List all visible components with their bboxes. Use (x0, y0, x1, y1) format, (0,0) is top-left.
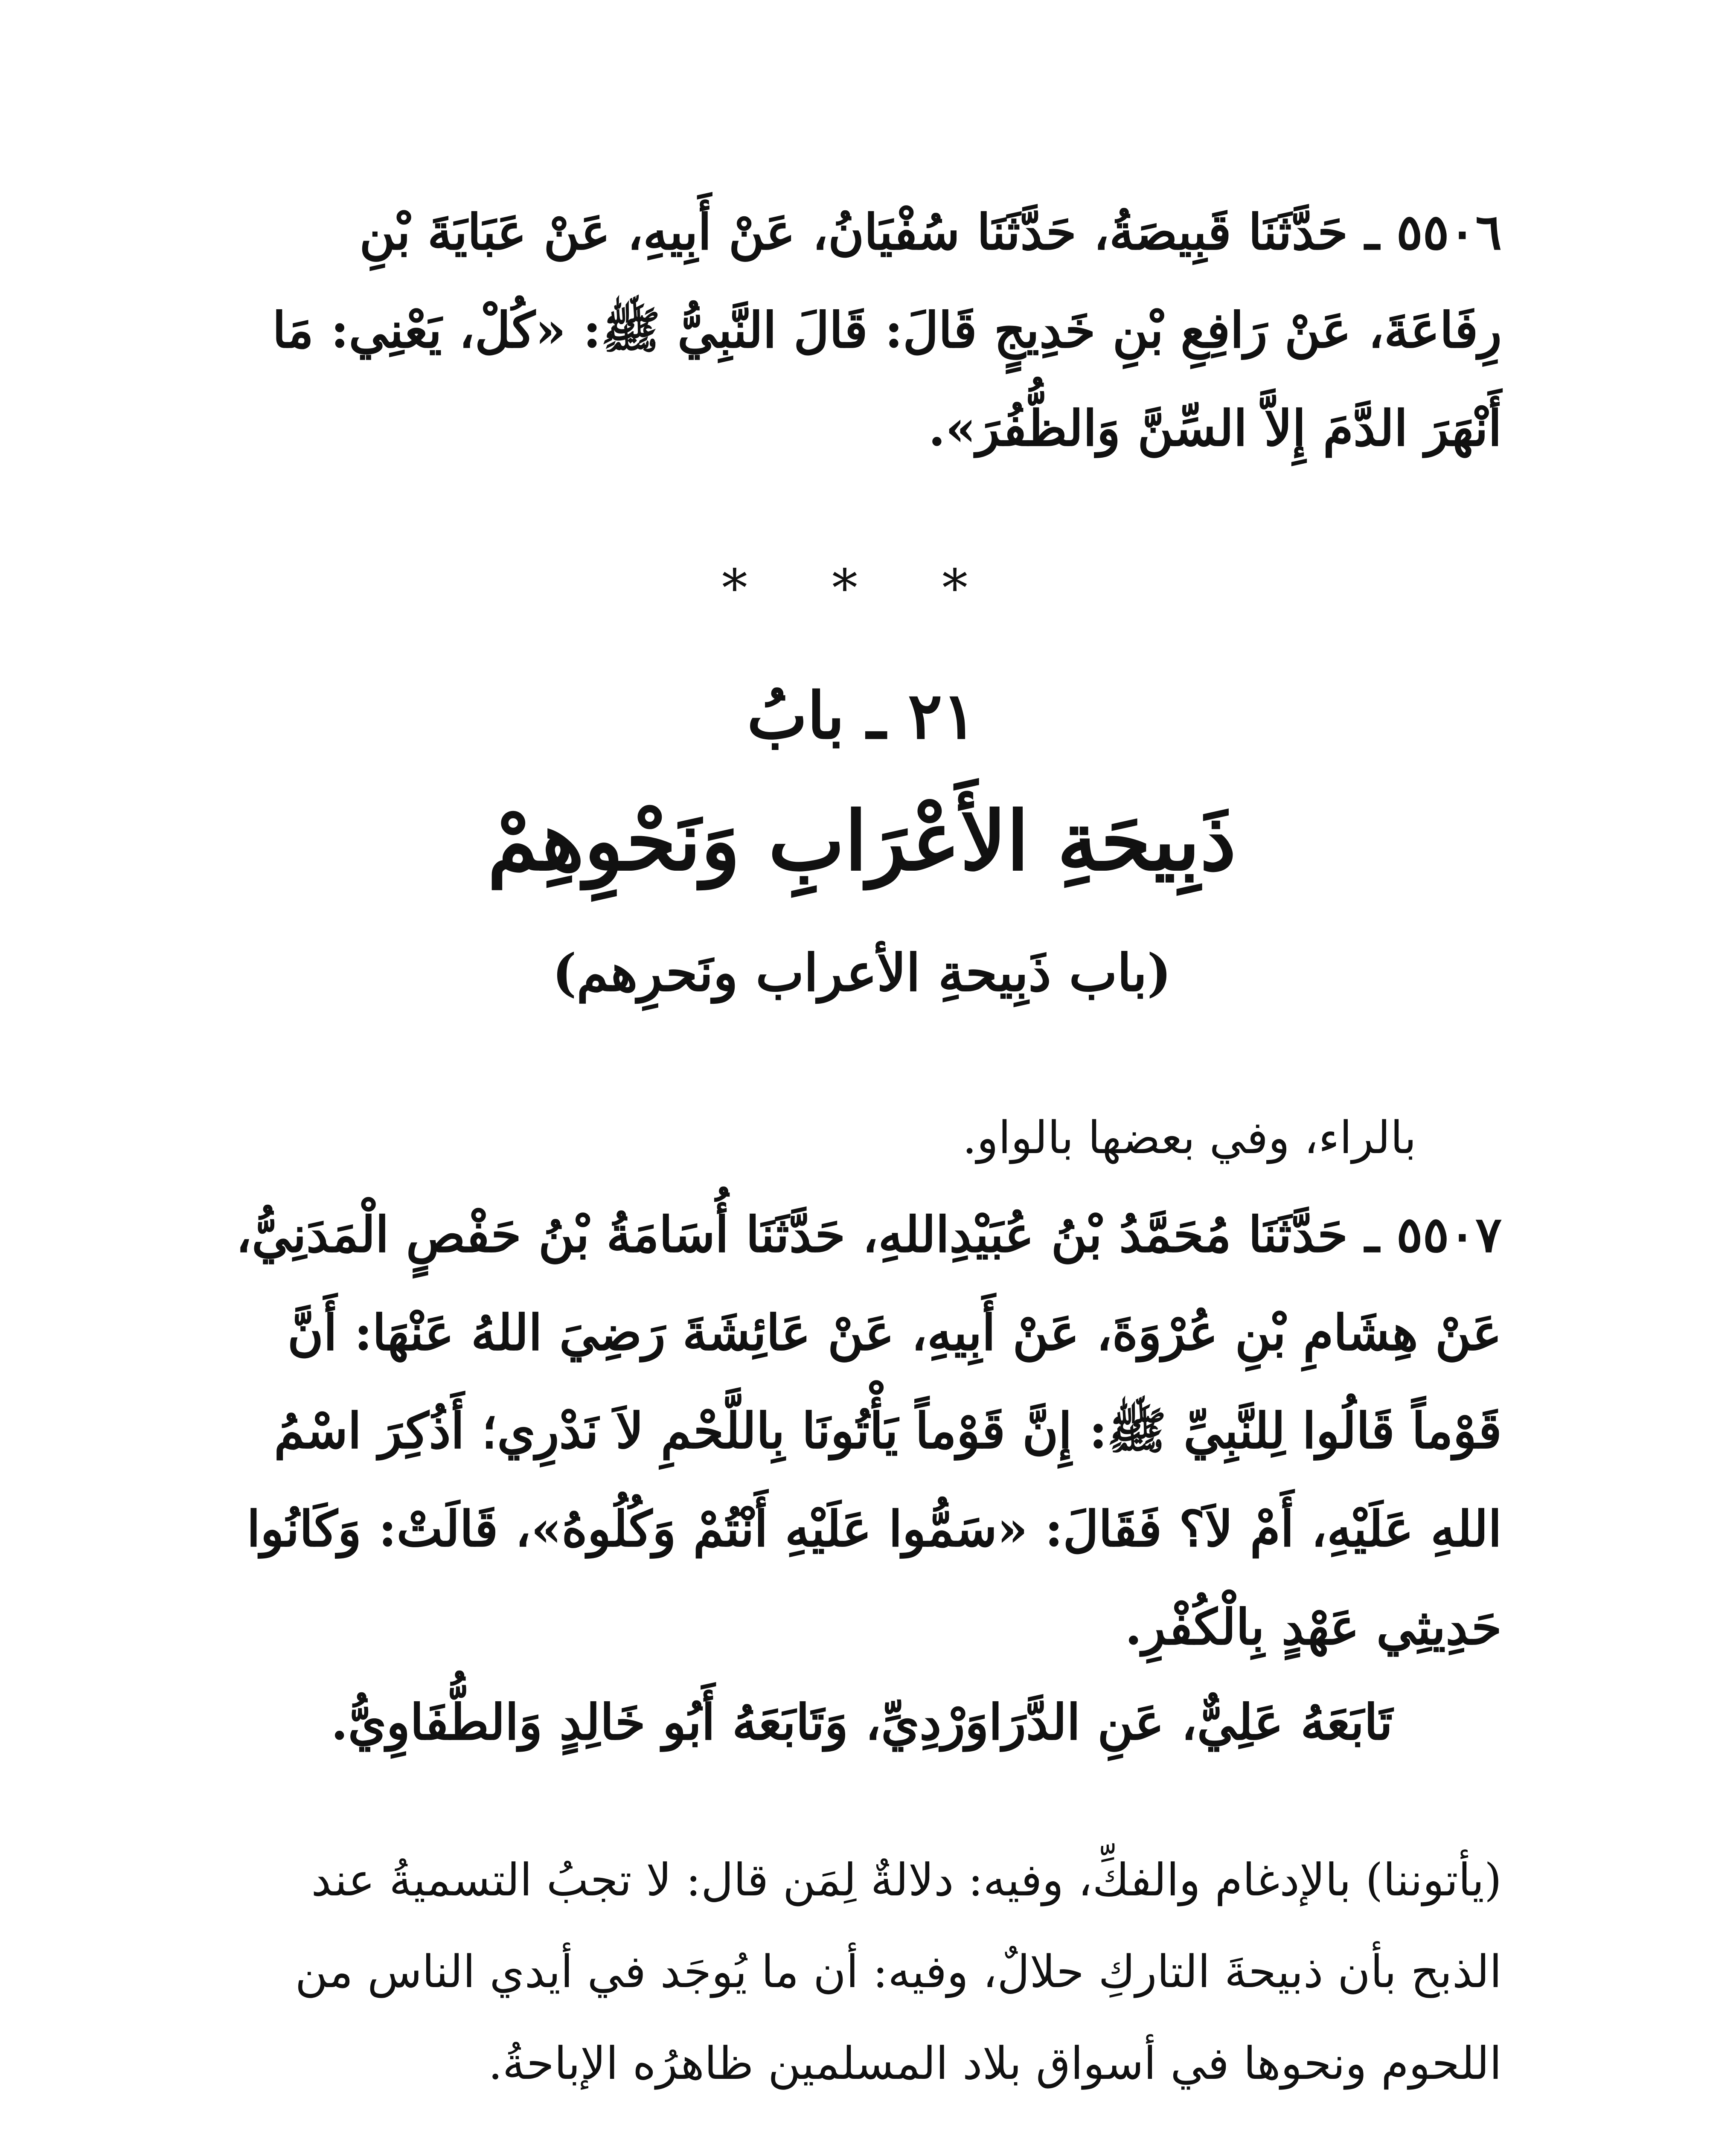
wording-note: بالراء، وفي بعضها بالواو. (962, 1112, 1416, 1164)
hadith-5507-follow-up: تَابَعَهُ عَلِيٌّ، عَنِ الدَّرَاوَرْدِيِّ، وَتَابَعَهُ أَبُو خَالِدٍ وَالطُّفَاوِيُّ. (331, 1694, 1393, 1751)
hadith-5507: ٥٥٠٧ ـ حَدَّثَنَا مُحَمَّدُ بْنُ عُبَيْدِاللهِ، حَدَّثَنَا أُسَامَةُ بْنُ حَفْصٍ الْمَدَنِيُّ، عَنْ هِشَامِ بْنِ عُرْوَةَ، عَنْ أَبِيهِ، عَنْ عَائِشَةَ رَضِيَ اللهُ عَنْهَا: أَنَّ قَوْماً قَالُوا لِلنَّبِيِّ ﷺ: إِنَّ قَوْماً يَأْتُونَا بِاللَّحْمِ لاَ نَدْرِي؛ أَذُكِرَ اسْمُ اللهِ عَلَيْهِ، أَمْ لاَ؟ فَقَالَ: «سَمُّوا عَلَيْهِ أَنْتُمْ وَكُلُوهُ»، قَالَتْ: وَكَانُوا حَدِيثِي عَهْدٍ بِالْكُفْرِ. (236, 1206, 1502, 1656)
chapter-title: ذَبِيحَةِ الأَعْرَابِ وَنَحْوِهِمْ (487, 793, 1236, 889)
commentary-paragraph: (يأتوننا) بالإدغام والفكِّ، وفيه: دلالةٌ لِمَن قال: لا تجبُ التسميةُ عند الذبح بأن ذبيحةَ التاركِ حلالٌ، وفيه: أن ما يُوجَد في أيدي الناس من اللحوم ونحوها في أسواق بلاد المسلمين ظاهرُه الإباحةُ. (295, 1854, 1502, 2089)
chapter-title-note: (باب ذَبِيحةِ الأعراب ونَحرِهم) (552, 943, 1172, 1003)
chapter-number: ٢١ ـ بابُ (747, 678, 977, 753)
hadith-5506: ٥٥٠٦ ـ حَدَّثَنَا قَبِيصَةُ، حَدَّثَنَا سُفْيَانُ، عَنْ أَبِيهِ، عَنْ عَبَايَةَ بْنِ رِفَاعَةَ، عَنْ رَافِعِ بْنِ خَدِيجٍ قَالَ: قَالَ النَّبِيُّ ﷺ: «كُلْ، يَعْنِي: مَا أَنْهَرَ الدَّمَ إِلاَّ السِّنَّ وَالظُّفُرَ». (272, 203, 1502, 457)
section-separator: * * * (721, 559, 1002, 618)
